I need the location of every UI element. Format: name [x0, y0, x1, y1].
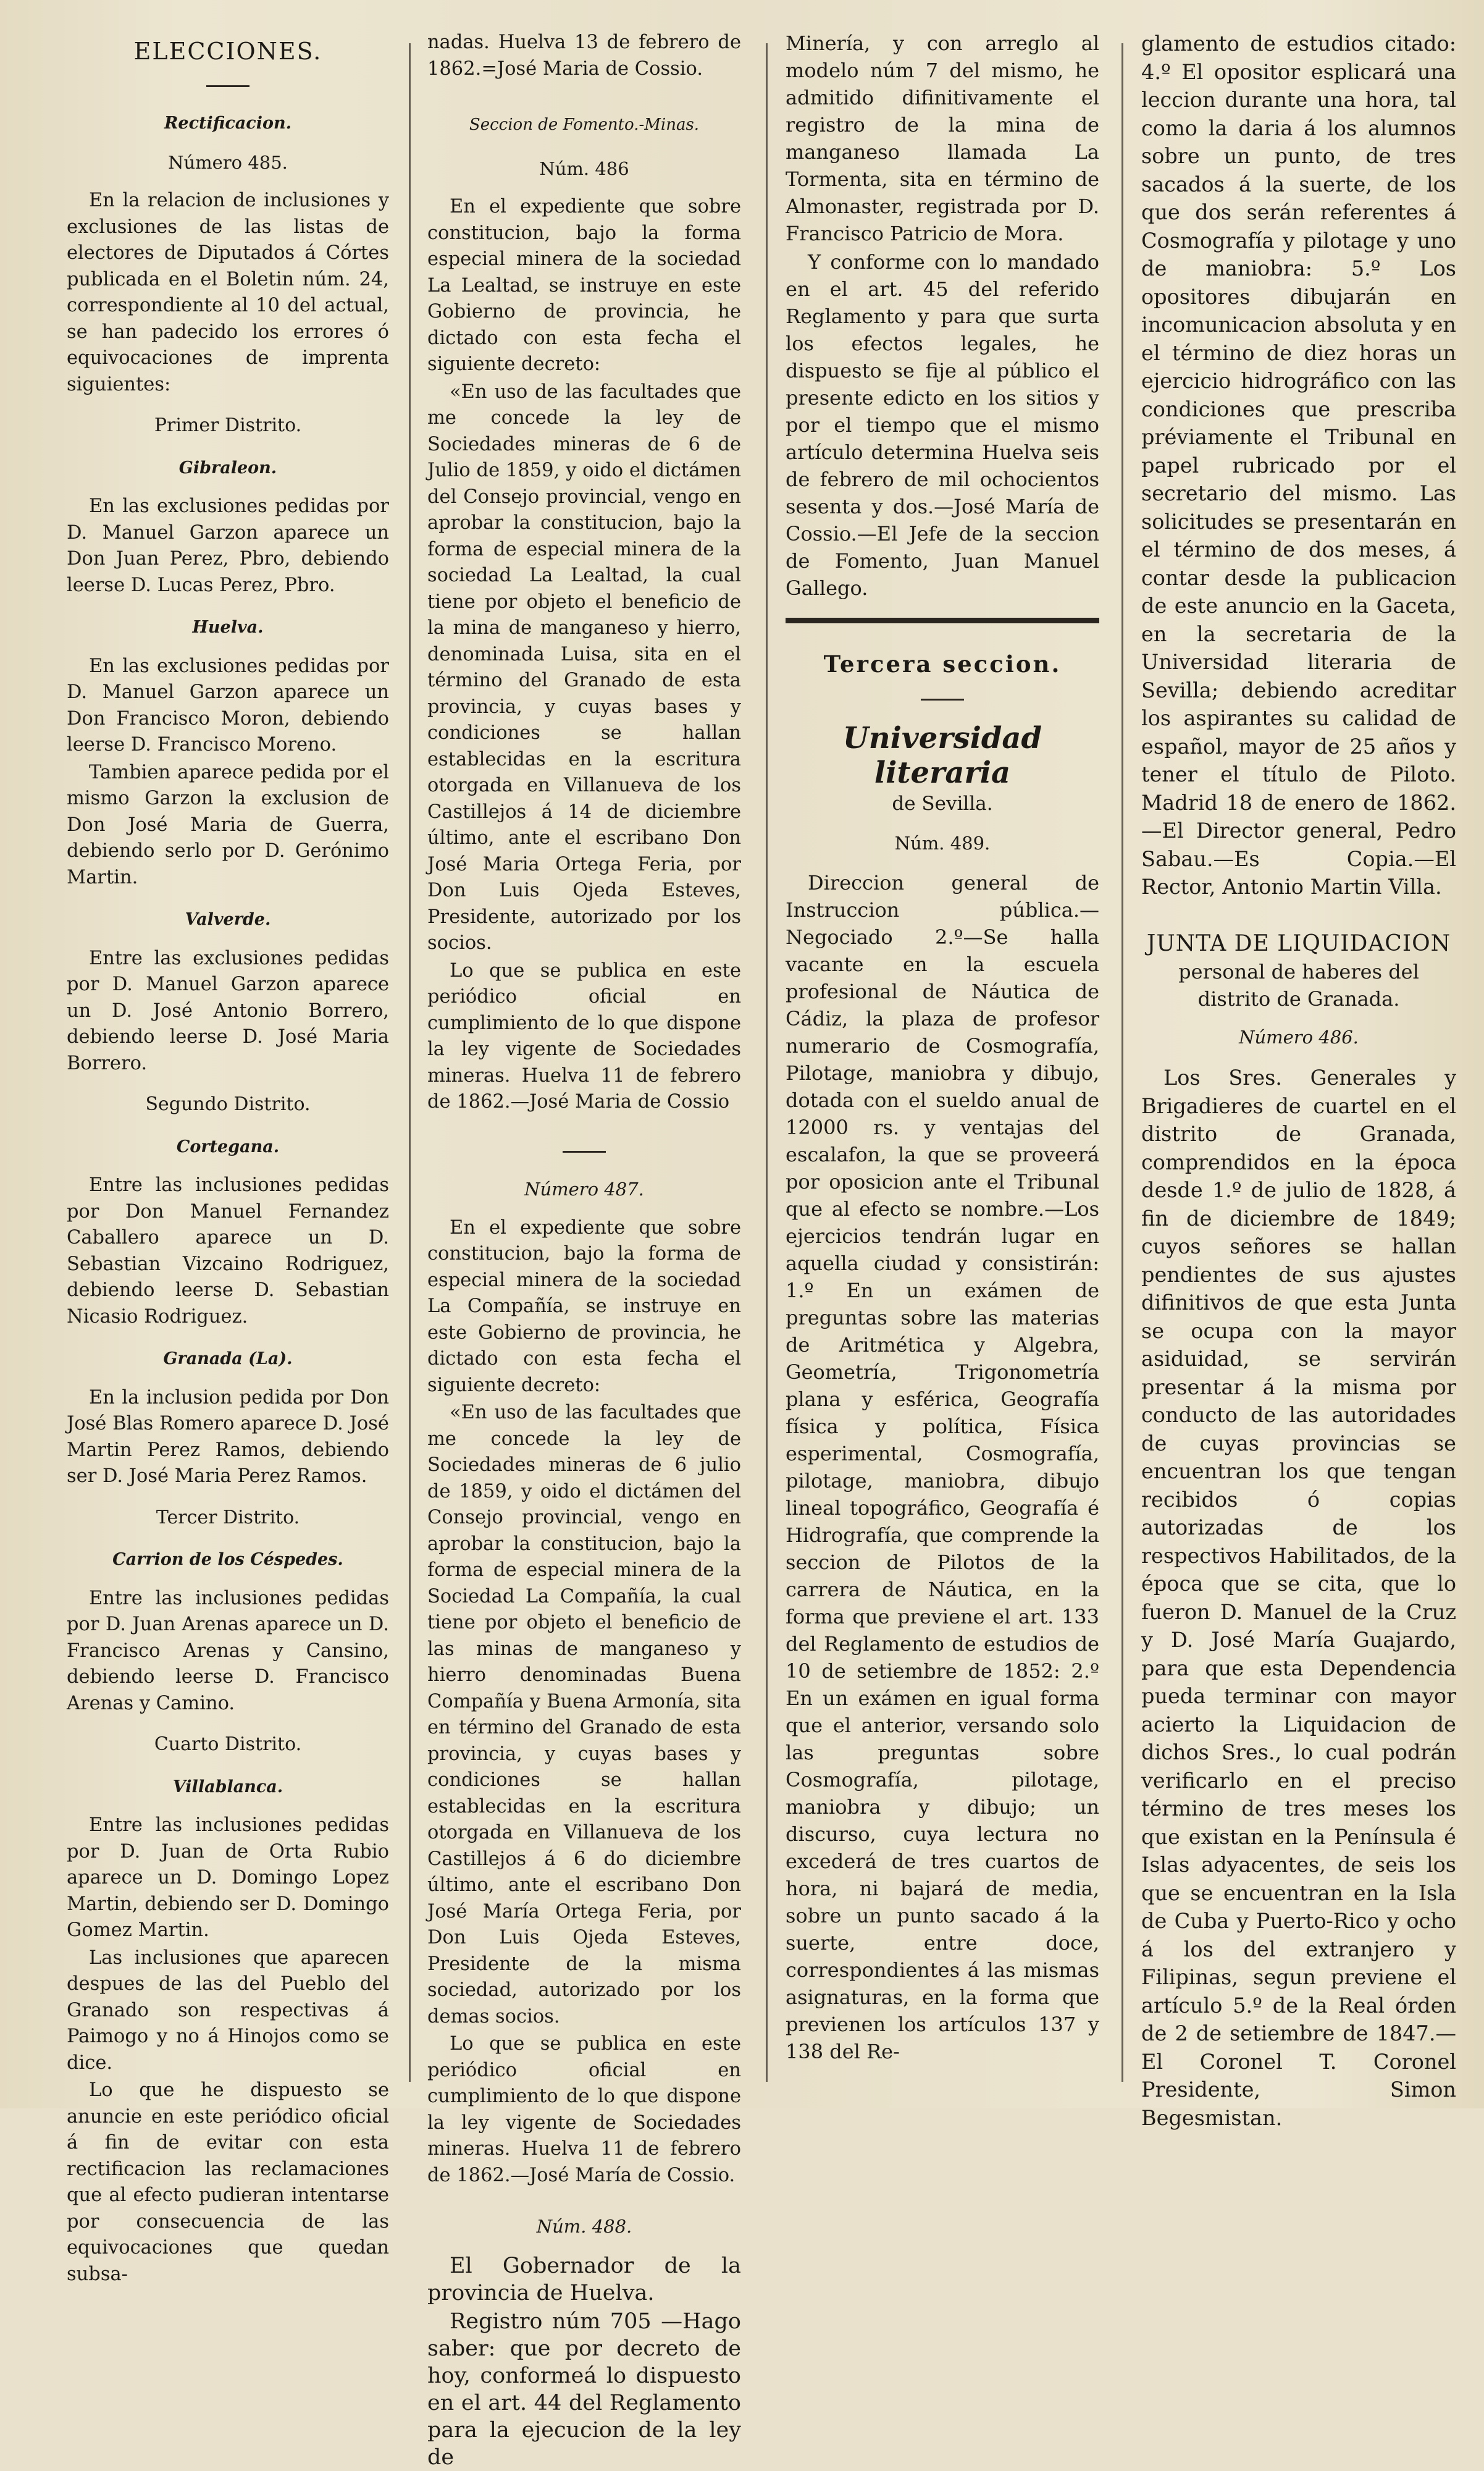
town-heading: Cortegana.: [176, 1137, 280, 1156]
paragraph: glamento de estudios citado: 4.º El opositor esplicará una leccion durante una hora, tal como la daria á los alumnos sobre un punto, de tres sacados á la suerte, de los que dos serán referentes á Cosmografía y pilotage y uno de maniobra: 5.º Los opositores dibujarán en incomunicacion absoluta y en el término de diez horas un ejercicio hidrográfico con las condiciones que prescriba préviamente el Tribunal en papel rubricado por el secretario del mismo. Las solicitudes se presentarán en el término de dos meses, á contar desde la publicacion de este anuncio en la Gaceta, en la secretaria de la Universidad literaria de Sevilla; debiendo acreditar los aspirantes su calidad de español, mayor de 25 años y tener el título de Piloto. Madrid 18 de enero de 1862.—El Director general, Pedro Sabau.—Es Copia.—El Rector, Antonio Martin Villa.: [1141, 32, 1456, 899]
paragraph: En la relacion de inclusiones y exclusiones de las listas de electores de Diputados á Córtes publicada en el Boletin núm. 24, correspondiente al 10 del actual, se han padecido los errores ó equivocaciones de imprenta siguientes:: [67, 190, 389, 395]
paragraph: Entre las exclusiones pedidas por D. Manuel Garzon aparece un D. José Antonio Borrero, debiendo leerse D. José Maria Borrero.: [67, 947, 389, 1074]
paragraph: Direccion general de Instruccion pública.—Negociado 2.º—Se halla vacante en la escuela profesional de Náutica de Cádiz, la plaza de profesor numerario de Cosmografía, Pilotage, maniobra y dibujo, dotada con el sueldo anual de 12000 rs. y ventajas del escalafon, la que se proveerá por oposicion ante el Tribunal que al efecto se nombre.—Los ejercicios tendrán lugar en aquella ciudad y consistirán: 1.º En un exámen de preguntas sobre las materias de Aritmética y Algebra, Geometría, Trigonometría plana y esférica, Geografía física y política, Física esperimental, Cosmografía, pilotage, maniobra, dibujo lineal topográfico, Geografía é Hidrografía, que comprende la seccion de Pilotos de la carrera de Náutica, en la forma que previene el art. 133 del Reglamento de estudios de 10 de setiembre de 1852: 2.º En un exámen en igual forma que el anterior, versando solo las preguntas sobre Cosmografía, pilotage, maniobra y dibujo; un discurso, cuya lectura no excederá de tres cuartos de hora, ni bajará de media, sobre un punto sacado á la suerte, entre doce, correspondientes á las mismas asignaturas, en la forma que previenen los artículos 137 y 138 del Re-: [786, 871, 1099, 2063]
article-number: Núm. 486: [539, 158, 629, 179]
column-2: [427, 30, 741, 2470]
town-heading: Granada (La).: [163, 1349, 293, 1368]
town-heading: Huelva.: [192, 618, 264, 637]
section-heading: Tercera seccion.: [823, 650, 1062, 678]
section-subheading: Seccion de Fomento.-Minas.: [469, 116, 700, 134]
paragraph: Y conforme con lo mandado en el art. 45 del referido Reglamento y para que surta los efectos legales, he dispuesto se fije al público el presente edicto en los sitios y por el tiempo que el mismo artículo determina Huelva seis de febrero de mil ochocientos sesenta y dos.—José María de Cossio.—El Jefe de la seccion de Fomento, Juan Manuel Gallego.: [786, 250, 1099, 600]
column-rule: [409, 43, 411, 2082]
article-number: Número 486.: [1239, 1026, 1359, 1048]
paragraph: En la inclusion pedida por Don José Blas Romero aparece D. José Martin Perez Ramos, debiendo ser D. José Maria Perez Ramos.: [67, 1386, 389, 1487]
article-number: Núm. 488.: [536, 2216, 632, 2237]
paragraph: Entre las inclusiones pedidas por D. Juan Arenas aparece un D. Francisco Arenas y Cansino, debiendo leerse D. Francisco Arenas y Camino.: [67, 1587, 389, 1714]
district-heading: Tercer Distrito.: [156, 1506, 300, 1528]
paragraph: Entre las inclusiones pedidas por D. Juan de Orta Rubio aparece un D. Domingo Lopez Martin, debiendo ser D. Domingo Gomez Martin.: [67, 1814, 389, 1941]
divider: [427, 1134, 741, 1161]
paragraph: «En uso de las facultades que me concede la ley de Sociedades mineras de 6 julio de 1859, y oido el dictámen del Consejo provincial, vengo en aprobar la constitucion, bajo la forma de especial minera de la Sociedad La Compañía, la cual tiene por objeto el beneficio de las minas de manganeso y hierro denominadas Buena Compañía y Buena Armonía, sita en término del Granado de esta provincia, y cuyas bases y condiciones se hallan establecidas en la escritura otorgada en Villanueva de los Castillejos á 6 do diciembre último, ante el escribano Don José María Ortega Feria, por Don Luis Ojeda Esteves, Presidente de la misma sociedad, autorizado por los demas socios.: [427, 1402, 741, 2027]
paragraph: nadas. Huelva 13 de febrero de 1862.=José Maria de Cossio.: [427, 32, 741, 80]
paragraph: En las exclusiones pedidas por D. Manuel Garzon aparece un Don Francisco Moron, debiendo leerse D. Francisco Moreno.: [67, 655, 389, 756]
institution-heading: Universidad literaria: [842, 721, 1042, 790]
column-1: [67, 30, 389, 2285]
section-heading: ELECCIONES.: [133, 38, 322, 65]
town-heading: Valverde.: [185, 910, 271, 929]
paragraph: Entre las inclusiones pedidas por Don Manuel Fernandez Caballero aparece un D. Sebastian Vizcaino Rodriguez, debiendo leerse D. Sebastian Nicasio Rodriguez.: [67, 1174, 389, 1328]
paragraph: En el expediente que sobre constitucion, bajo la forma especial minera de la sociedad La Lealtad, se instruye en este Gobierno de provincia, he dictado con esta fecha el siguiente decreto:: [427, 196, 741, 375]
divider: [786, 680, 1099, 707]
column-rule: [1121, 43, 1123, 2082]
paragraph: Tambien aparece pedida por el mismo Garzon la exclusion de Don José Maria de Guerra, debiendo serlo por D. Gerónimo Martin.: [67, 761, 389, 888]
article-number: Número 485.: [168, 151, 288, 173]
section-heading: JUNTA DE LIQUIDACION: [1146, 930, 1451, 956]
paragraph: Registro núm 705 —Hago saber: que por decreto de hoy, conformeá lo dispuesto en el art. 44 del Reglamento para la ejecucion de la ley de: [427, 2309, 741, 2470]
column-rule: [766, 43, 768, 2082]
paragraph: Lo que se publica en este periódico oficial en cumplimiento de lo que dispone la ley vigente de Sociedades mineras. Huelva 11 de febrero de 1862.—José María de Cossio.: [427, 2033, 741, 2186]
paragraph: Lo que he dispuesto se anuncie en este periódico oficial á fin de evitar con esta rectificacion las reclamaciones que al efecto pudieran intentarse por consecuencia de las equivocaciones que quedan subsa-: [67, 2079, 389, 2285]
institution-subheading: de Sevilla.: [892, 793, 993, 815]
subheading: Rectificacion.: [164, 114, 292, 133]
paragraph: Minería, y con arreglo al modelo núm 7 del mismo, he admitido difinitivamente el registro de la mina de manganeso llamada La Tormenta, sita en término de Almonaster, registrada por D. Francisco Patricio de Mora.: [786, 32, 1099, 245]
district-heading: Cuarto Distrito.: [154, 1733, 302, 1755]
paragraph: Lo que se publica en este periódico oficial en cumplimiento de lo que dispone la ley vigente de Sociedades mineras. Huelva 11 de febrero de 1862.—José Maria de Cossio: [427, 959, 741, 1113]
thick-divider: [786, 618, 1099, 623]
district-heading: Primer Distrito.: [154, 415, 302, 436]
paragraph: En las exclusiones pedidas por D. Manuel Garzon aparece un Don Juan Perez, Pbro, debiendo leerse D. Lucas Perez, Pbro.: [67, 495, 389, 596]
article-number: Núm. 489.: [894, 833, 991, 854]
paragraph: En el expediente que sobre constitucion, bajo la forma de especial minera de la sociedad La Compañía, se instruye en este Gobierno de provincia, he dictado con esta fecha el siguiente decreto:: [427, 1216, 741, 1396]
divider: [67, 69, 389, 95]
article-number: Número 487.: [524, 1179, 644, 1200]
paragraph: Los Sres. Generales y Brigadieres de cuartel en el distrito de Granada, comprendidos en la época desde 1.º de julio de 1828, á fin de diciembre de 1849; cuyos señores se hallan pendientes de sus ajustes difinitivos de que esta Junta se ocupa con la mayor asiduidad, se servirán presentar á la misma por conducto de las autoridades de cuyas provincias se encuentran los que tengan recibidos ó copias autorizadas de los respectivos Habilitados, de la época que se cita, que lo fueron D. Manuel de la Cruz y D. José María Guajardo, para que esta Dependencia pueda terminar con mayor acierto la Liquidacion de dichos Sres., lo cual podrán verificarlo en el preciso término de tres meses los que existan en la Península é Islas adyacentes, de seis los que se encuentran en la Isla de Cuba y Puerto-Rico y ocho á los del extranjero y Filipinas, segun previene el artículo 5.º de la Real órden de 2 de setiembre de 1847.—El Coronel T. Coronel Presidente, Simon Begesmistan.: [1141, 1066, 1456, 2130]
town-heading: Carrion de los Céspedes.: [112, 1550, 343, 1569]
town-heading: Gibraleon.: [178, 458, 277, 478]
district-heading: Segundo Distrito.: [145, 1093, 311, 1115]
column-3: [786, 30, 1099, 2099]
section-subheading: personal de haberes del distrito de Granada.: [1178, 959, 1419, 1011]
town-heading: Villablanca.: [172, 1777, 283, 1796]
paragraph: Las inclusiones que aparecen despues de las del Pueblo del Granado son respectivas á Paimogo y no á Hinojos como se dice.: [67, 1947, 389, 2074]
column-4: [1141, 30, 1456, 2130]
paragraph: «En uso de las facultades que me concede la ley de Sociedades mineras de 6 de Julio de 1859, y oido el dictámen del Consejo provincial, vengo en aprobar la constitucion, bajo la forma de especial minera de la sociedad La Lealtad, la cual tiene por objeto el beneficio de la mina de manganeso y hierro, denominada Luisa, sita en el término del Granado de esta provincia, y cuyas bases y condiciones se hallan establecidas en la escritura otorgada en Villanueva de los Castillejos á 14 de diciembre último, ante el escribano Don José Maria Ortega Feria, por Don Luis Ojeda Esteves, Presidente, autorizado por los socios.: [427, 381, 741, 954]
paragraph: El Gobernador de la provincia de Huelva.: [427, 2253, 741, 2305]
